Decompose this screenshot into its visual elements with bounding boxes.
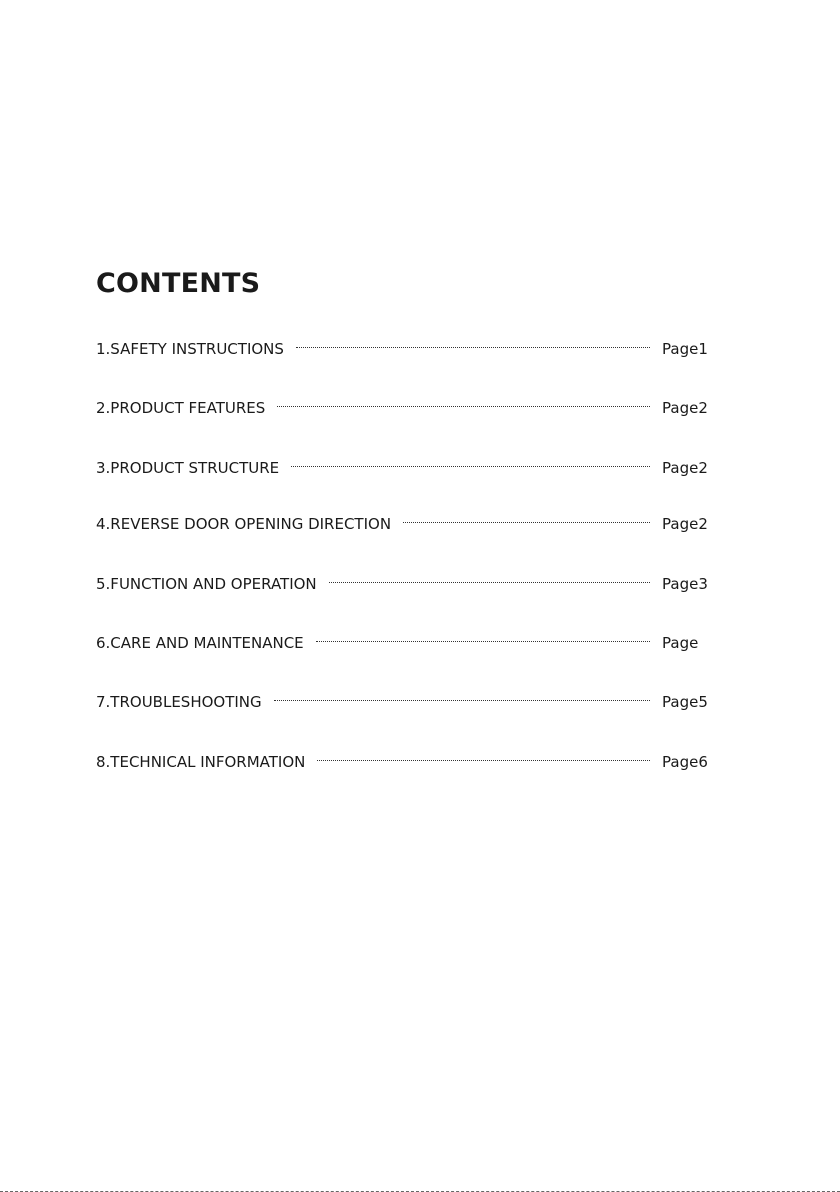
- toc-entry[interactable]: [96, 631, 710, 655]
- toc-entry-page: Page2: [662, 399, 708, 417]
- dotted-leader: [296, 347, 650, 348]
- page-title: CONTENTS: [96, 268, 261, 299]
- dotted-leader: [329, 582, 650, 583]
- toc-entry-page: Page1: [662, 340, 708, 358]
- dotted-leader: [316, 641, 650, 642]
- toc-entry-label: 3.PRODUCT STRUCTURE: [96, 459, 280, 477]
- toc-entry-page: Page2: [662, 459, 708, 477]
- toc-entry[interactable]: [96, 750, 710, 774]
- toc-entry[interactable]: [96, 337, 710, 361]
- toc-entry-label: 7.TROUBLESHOOTING: [96, 693, 262, 711]
- toc-entry-page: Page5: [662, 693, 708, 711]
- toc-entry-label: 2.PRODUCT FEATURES: [96, 399, 266, 417]
- toc-entry[interactable]: [96, 690, 710, 714]
- dotted-leader: [277, 406, 650, 407]
- toc-entry-page: Page: [662, 634, 699, 652]
- dotted-leader: [317, 760, 650, 761]
- toc-entry-page: Page2: [662, 515, 708, 533]
- toc-entry-page: Page6: [662, 753, 708, 771]
- toc-entry-label: 8.TECHNICAL INFORMATION: [96, 753, 306, 771]
- dotted-leader: [274, 700, 650, 701]
- toc-entry-label: 5.FUNCTION AND OPERATION: [96, 575, 317, 593]
- toc-entry-label: 1.SAFETY INSTRUCTIONS: [96, 340, 284, 358]
- toc-entry-page: Page3: [662, 575, 708, 593]
- toc-entry-label: 6.CARE AND MAINTENANCE: [96, 634, 304, 652]
- dotted-leader: [291, 466, 650, 467]
- toc-entry[interactable]: [96, 512, 710, 536]
- toc-entry-label: 4.REVERSE DOOR OPENING DIRECTION: [96, 515, 392, 533]
- toc-entry[interactable]: [96, 396, 710, 420]
- toc-entry[interactable]: [96, 456, 710, 480]
- toc-entry[interactable]: [96, 572, 710, 596]
- dotted-leader: [403, 522, 650, 523]
